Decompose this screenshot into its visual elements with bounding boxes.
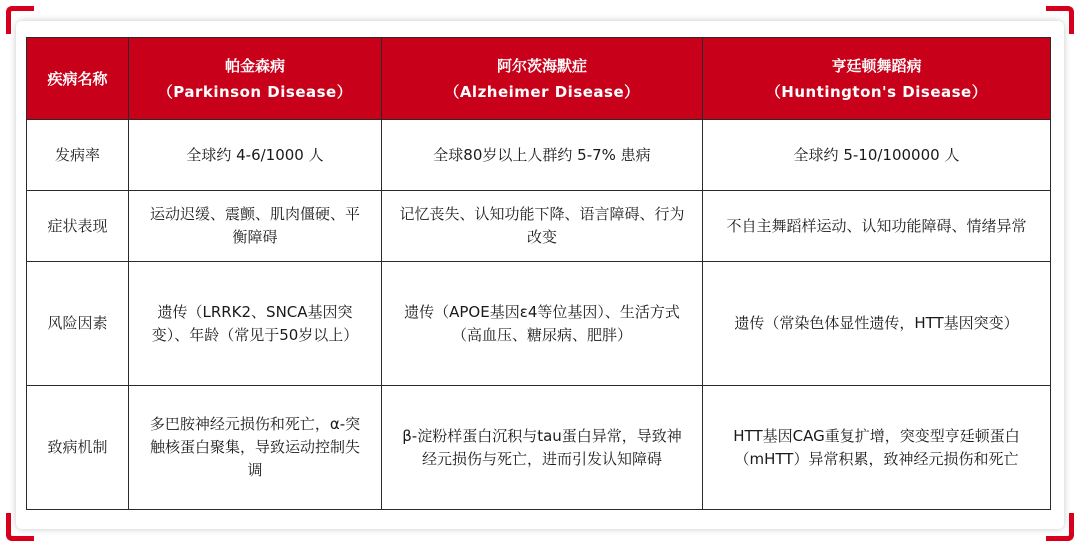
table-header-row	[27, 38, 1051, 120]
header-alzheimer	[382, 38, 703, 120]
row-label-symptoms: 症状表现	[27, 191, 129, 262]
row-label-incidence: 发病率	[27, 120, 129, 191]
header-parkinson	[129, 38, 382, 120]
cell-incidence-parkinson: 全球约 4-6/1000 人	[129, 120, 382, 191]
row-label-mechanism: 致病机制	[27, 386, 129, 510]
cell-risk-alzheimer: 遗传（APOE基因ε4等位基因）、生活方式（高血压、糖尿病、肥胖）	[382, 262, 703, 386]
cell-incidence-alzheimer: 全球80岁以上人群约 5-7% 患病	[382, 120, 703, 191]
table-row-incidence	[27, 120, 1051, 191]
row-label-risk-factors: 风险因素	[27, 262, 129, 386]
table-row-risk-factors	[27, 262, 1051, 386]
header-huntington	[703, 38, 1051, 120]
header-parkinson-en: （Parkinson Disease）	[157, 82, 353, 101]
cell-incidence-huntington: 全球约 5-10/100000 人	[703, 120, 1051, 191]
table-row-symptoms	[27, 191, 1051, 262]
cell-risk-huntington: 遗传（常染色体显性遗传，HTT基因突变）	[703, 262, 1051, 386]
header-huntington-en: （Huntington's Disease）	[765, 82, 988, 101]
header-alzheimer-zh: 阿尔茨海默症	[496, 56, 587, 75]
cell-symptoms-huntington: 不自主舞蹈样运动、认知功能障碍、情绪异常	[703, 191, 1051, 262]
disease-comparison-table	[26, 37, 1051, 510]
cell-symptoms-alzheimer: 记忆丧失、认知功能下降、语言障碍、行为改变	[382, 191, 703, 262]
header-huntington-zh: 亨廷顿舞蹈病	[831, 56, 922, 75]
cell-mechanism-huntington: HTT基因CAG重复扩增，突变型亨廷顿蛋白（mHTT）异常积累，致神经元损伤和死亡	[703, 386, 1051, 510]
header-label-disease-name: 疾病名称	[27, 38, 129, 120]
table-row-mechanism	[27, 386, 1051, 510]
header-parkinson-zh: 帕金森病	[224, 56, 285, 75]
cell-symptoms-parkinson: 运动迟缓、震颤、肌肉僵硬、平衡障碍	[129, 191, 382, 262]
cell-mechanism-parkinson: 多巴胺神经元损伤和死亡，α-突触核蛋白聚集，导致运动控制失调	[129, 386, 382, 510]
cell-risk-parkinson: 遗传（LRRK2、SNCA基因突变）、年龄（常见于50岁以上）	[129, 262, 382, 386]
header-alzheimer-en: （Alzheimer Disease）	[444, 82, 640, 101]
cell-mechanism-alzheimer: β-淀粉样蛋白沉积与tau蛋白异常，导致神经元损伤与死亡，进而引发认知障碍	[382, 386, 703, 510]
